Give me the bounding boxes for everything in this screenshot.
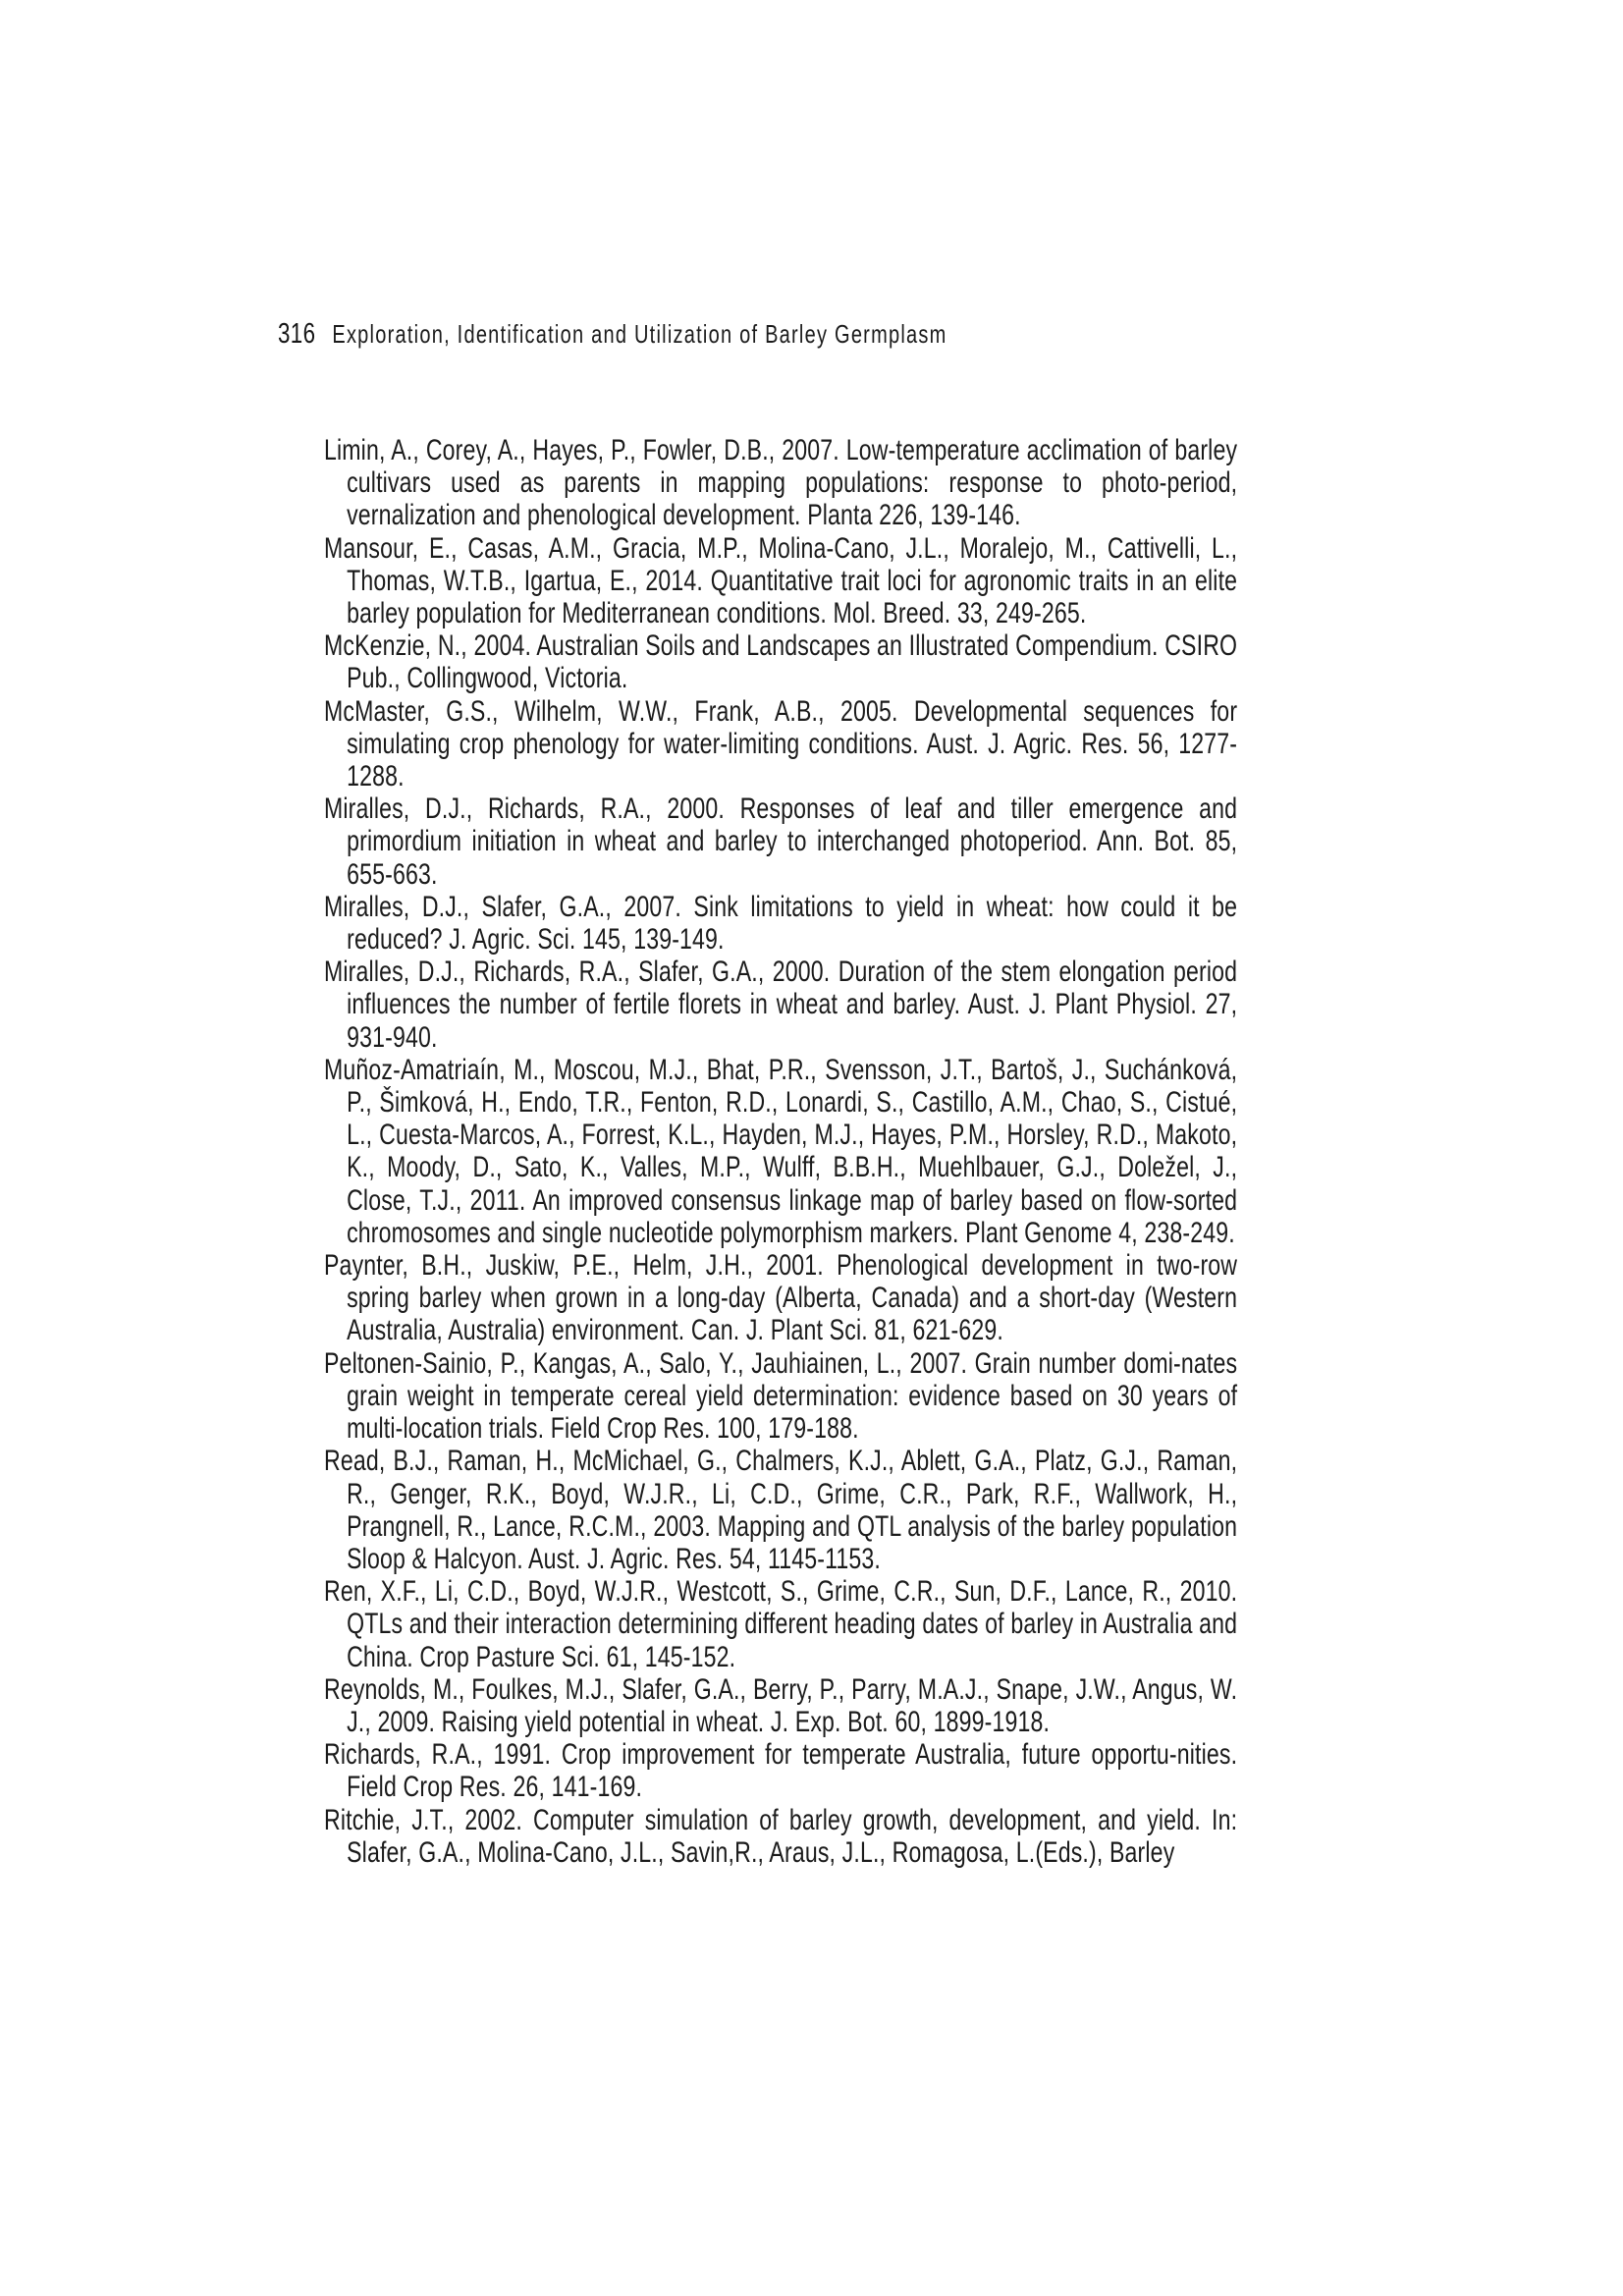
reference-entry: Ren, X.F., Li, C.D., Boyd, W.J.R., Westcott, S., Grime, C.R., Sun, D.F., Lance, R., 2010. QTLs and their interaction determining different heading dates of barley in Australia and China. Crop Pasture Sci. 61, 145-152. xyxy=(324,1575,1238,1673)
page-header xyxy=(278,317,1261,351)
reference-entry: McKenzie, N., 2004. Australian Soils and Landscapes an Illustrated Compendium. CSIRO Pub., Collingwood, Victoria. xyxy=(324,629,1238,695)
reference-entry: Limin, A., Corey, A., Hayes, P., Fowler, D.B., 2007. Low-temperature acclimation of barley cultivars used as parents in mapping populations: response to photo-period, vernalization and phenological development. Planta 226, 139-146. xyxy=(324,434,1238,532)
page-number: 316 xyxy=(278,318,316,350)
reference-entry: Richards, R.A., 1991. Crop improvement for temperate Australia, future opportu-nities. Field Crop Res. 26, 141-169. xyxy=(324,1738,1238,1804)
reference-entry: Miralles, D.J., Slafer, G.A., 2007. Sink limitations to yield in wheat: how could it be reduced? J. Agric. Sci. 145, 139-149. xyxy=(324,890,1238,957)
references-list xyxy=(324,434,1237,1869)
reference-entry: Ritchie, J.T., 2002. Computer simulation of barley growth, development, and yield. In: Slafer, G.A., Molina-Cano, J.L., Savin,R., Araus, J.L., Romagosa, L.(Eds.), Barley xyxy=(324,1803,1238,1869)
reference-entry: Read, B.J., Raman, H., McMichael, G., Chalmers, K.J., Ablett, G.A., Platz, G.J., Raman, R., Genger, R.K., Boyd, W.J.R., Li, C.D., Grime, C.R., Park, R.F., Wallwork, H., Prangnell, R., Lance, R.C.M., 2003. Mapping and QTL analysis of the barley population Sloop & Halcyon. Aust. J. Agric. Res. 54, 1145-1153. xyxy=(324,1445,1238,1575)
reference-entry: Reynolds, M., Foulkes, M.J., Slafer, G.A., Berry, P., Parry, M.A.J., Snape, J.W., Angus, W. J., 2009. Raising yield potential in wheat. J. Exp. Bot. 60, 1899-1918. xyxy=(324,1672,1238,1738)
reference-entry: Paynter, B.H., Juskiw, P.E., Helm, J.H., 2001. Phenological development in two-row spring barley when grown in a long-day (Alberta, Canada) and a short-day (Western Australia, Australia) environment. Can. J. Plant Sci. 81, 621-629. xyxy=(324,1249,1238,1347)
reference-entry: Miralles, D.J., Richards, R.A., Slafer, G.A., 2000. Duration of the stem elongation period influences the number of fertile florets in wheat and barley. Aust. J. Plant Physiol. 27, 931-940. xyxy=(324,956,1238,1054)
running-title: Exploration, Identification and Utilization of Barley Germplasm xyxy=(332,319,947,349)
reference-entry: McMaster, G.S., Wilhelm, W.W., Frank, A.B., 2005. Developmental sequences for simulating crop phenology for water-limiting conditions. Aust. J. Agric. Res. 56, 1277-1288. xyxy=(324,694,1238,793)
reference-entry: Miralles, D.J., Richards, R.A., 2000. Responses of leaf and tiller emergence and primordium initiation in wheat and barley to interchanged photoperiod. Ann. Bot. 85, 655-663. xyxy=(324,793,1238,891)
reference-entry: Muñoz-Amatriaín, M., Moscou, M.J., Bhat, P.R., Svensson, J.T., Bartoš, J., Suchánková, P., Šimková, H., Endo, T.R., Fenton, R.D., Lonardi, S., Castillo, A.M., Chao, S., Cistué, L., Cuesta-Marcos, A., Forrest, K.L., Hayden, M.J., Hayes, P.M., Horsley, R.D., Makoto, K., Moody, D., Sato, K., Valles, M.P., Wulff, B.B.H., Muehlbauer, G.J., Doležel, J., Close, T.J., 2011. An improved consensus linkage map of barley based on flow-sorted chromosomes and single nucleotide polymorphism markers. Plant Genome 4, 238-249. xyxy=(324,1053,1238,1249)
reference-entry: Mansour, E., Casas, A.M., Gracia, M.P., Molina-Cano, J.L., Moralejo, M., Cattivelli, L., Thomas, W.T.B., Igartua, E., 2014. Quantitative trait loci for agronomic traits in an elite barley population for Mediterranean conditions. Mol. Breed. 33, 249-265. xyxy=(324,531,1238,630)
reference-entry: Peltonen-Sainio, P., Kangas, A., Salo, Y., Jauhiainen, L., 2007. Grain number domi-nates grain weight in temperate cereal yield determination: evidence based on 30 years of multi-location trials. Field Crop Res. 100, 179-188. xyxy=(324,1346,1238,1446)
